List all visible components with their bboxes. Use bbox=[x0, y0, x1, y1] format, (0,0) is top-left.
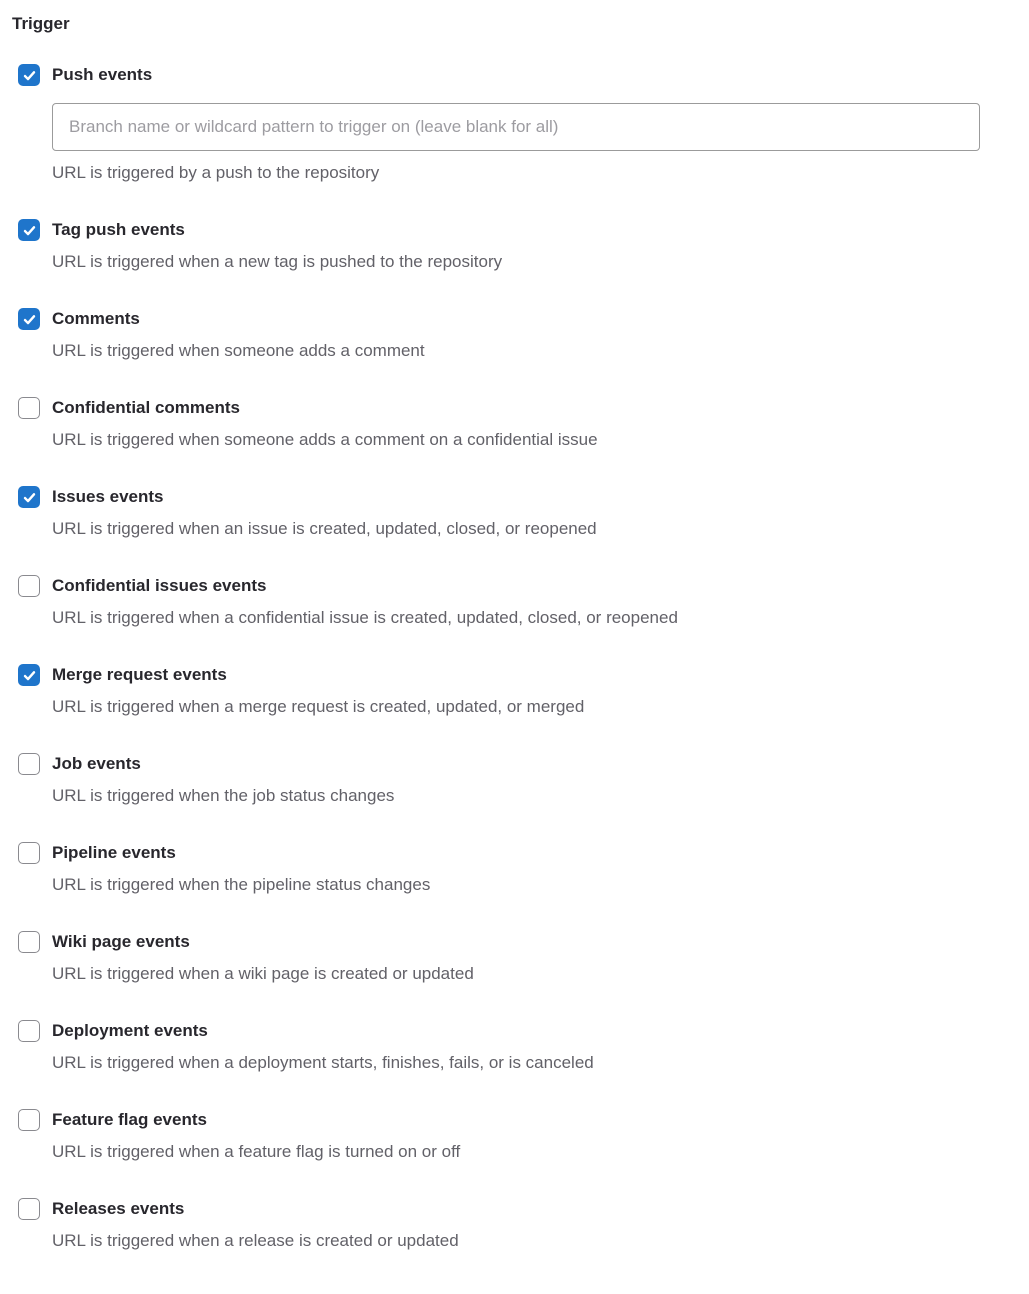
trigger-item-releases-events bbox=[18, 1195, 1029, 1255]
trigger-label[interactable]: Confidential issues events bbox=[52, 576, 267, 595]
checkbox-issues-events[interactable] bbox=[18, 486, 40, 508]
trigger-label[interactable]: Tag push events bbox=[52, 220, 185, 239]
trigger-content bbox=[52, 750, 1029, 810]
checkbox-comments[interactable] bbox=[18, 308, 40, 330]
trigger-content bbox=[52, 394, 1029, 454]
checkbox-pipeline-events[interactable] bbox=[18, 842, 40, 864]
trigger-description: URL is triggered when a release is created or updated bbox=[52, 1231, 459, 1250]
trigger-content bbox=[52, 1106, 1029, 1166]
trigger-label[interactable]: Wiki page events bbox=[52, 932, 190, 951]
trigger-description: URL is triggered when a confidential issue is created, updated, closed, or reopened bbox=[52, 608, 678, 627]
trigger-content bbox=[52, 61, 1029, 187]
trigger-description: URL is triggered when a wiki page is created or updated bbox=[52, 964, 474, 983]
checkbox-confidential-comments[interactable] bbox=[18, 397, 40, 419]
checkmark-icon bbox=[22, 312, 37, 327]
trigger-label[interactable]: Push events bbox=[52, 65, 153, 84]
trigger-item-wiki-page-events bbox=[18, 928, 1029, 988]
checkbox-confidential-issues-events[interactable] bbox=[18, 575, 40, 597]
trigger-label[interactable]: Job events bbox=[52, 754, 141, 773]
trigger-item-tag-push-events bbox=[18, 216, 1029, 276]
checkmark-icon bbox=[22, 223, 37, 238]
trigger-item-feature-flag-events bbox=[18, 1106, 1029, 1166]
checkmark-icon bbox=[22, 490, 37, 505]
checkbox-releases-events[interactable] bbox=[18, 1198, 40, 1220]
checkbox-job-events[interactable] bbox=[18, 753, 40, 775]
trigger-item-confidential-issues-events bbox=[18, 572, 1029, 632]
trigger-description: URL is triggered when someone adds a comment on a confidential issue bbox=[52, 430, 598, 449]
checkbox-push-events[interactable] bbox=[18, 64, 40, 86]
trigger-content bbox=[52, 1195, 1029, 1255]
branch-filter-input[interactable] bbox=[52, 103, 980, 151]
trigger-content bbox=[52, 1017, 1029, 1077]
trigger-description: URL is triggered when a feature flag is turned on or off bbox=[52, 1142, 461, 1161]
trigger-label[interactable]: Comments bbox=[52, 309, 140, 328]
trigger-item-comments bbox=[18, 305, 1029, 365]
trigger-content bbox=[52, 661, 1029, 721]
checkbox-deployment-events[interactable] bbox=[18, 1020, 40, 1042]
trigger-description: URL is triggered when the job status changes bbox=[52, 786, 395, 805]
trigger-item-confidential-comments bbox=[18, 394, 1029, 454]
trigger-label[interactable]: Releases events bbox=[52, 1199, 185, 1218]
checkbox-tag-push-events[interactable] bbox=[18, 219, 40, 241]
trigger-description: URL is triggered when a deployment starts, finishes, fails, or is canceled bbox=[52, 1053, 594, 1072]
trigger-label[interactable]: Deployment events bbox=[52, 1021, 208, 1040]
checkmark-icon bbox=[22, 668, 37, 683]
trigger-description: URL is triggered when someone adds a comment bbox=[52, 341, 425, 360]
trigger-content bbox=[52, 839, 1029, 899]
trigger-label[interactable]: Feature flag events bbox=[52, 1110, 207, 1129]
trigger-item-push-events bbox=[18, 61, 1029, 187]
trigger-description: URL is triggered when a new tag is pushed to the repository bbox=[52, 252, 503, 271]
trigger-description: URL is triggered when the pipeline status changes bbox=[52, 875, 431, 894]
trigger-label[interactable]: Confidential comments bbox=[52, 398, 240, 417]
trigger-item-issues-events bbox=[18, 483, 1029, 543]
trigger-content bbox=[52, 305, 1029, 365]
trigger-item-job-events bbox=[18, 750, 1029, 810]
trigger-content bbox=[52, 928, 1029, 988]
trigger-list bbox=[0, 61, 1029, 1255]
checkmark-icon bbox=[22, 68, 37, 83]
trigger-content bbox=[52, 572, 1029, 632]
trigger-description: URL is triggered when a merge request is created, updated, or merged bbox=[52, 697, 585, 716]
trigger-item-merge-request-events bbox=[18, 661, 1029, 721]
trigger-item-pipeline-events bbox=[18, 839, 1029, 899]
trigger-content bbox=[52, 483, 1029, 543]
checkbox-feature-flag-events[interactable] bbox=[18, 1109, 40, 1131]
trigger-description: URL is triggered when an issue is created, updated, closed, or reopened bbox=[52, 519, 597, 538]
trigger-content bbox=[52, 216, 1029, 276]
trigger-label[interactable]: Pipeline events bbox=[52, 843, 176, 862]
trigger-label[interactable]: Merge request events bbox=[52, 665, 227, 684]
trigger-description: URL is triggered by a push to the repository bbox=[52, 163, 380, 182]
trigger-section-title: Trigger bbox=[12, 14, 70, 33]
checkbox-wiki-page-events[interactable] bbox=[18, 931, 40, 953]
trigger-item-deployment-events bbox=[18, 1017, 1029, 1077]
trigger-label[interactable]: Issues events bbox=[52, 487, 164, 506]
checkbox-merge-request-events[interactable] bbox=[18, 664, 40, 686]
